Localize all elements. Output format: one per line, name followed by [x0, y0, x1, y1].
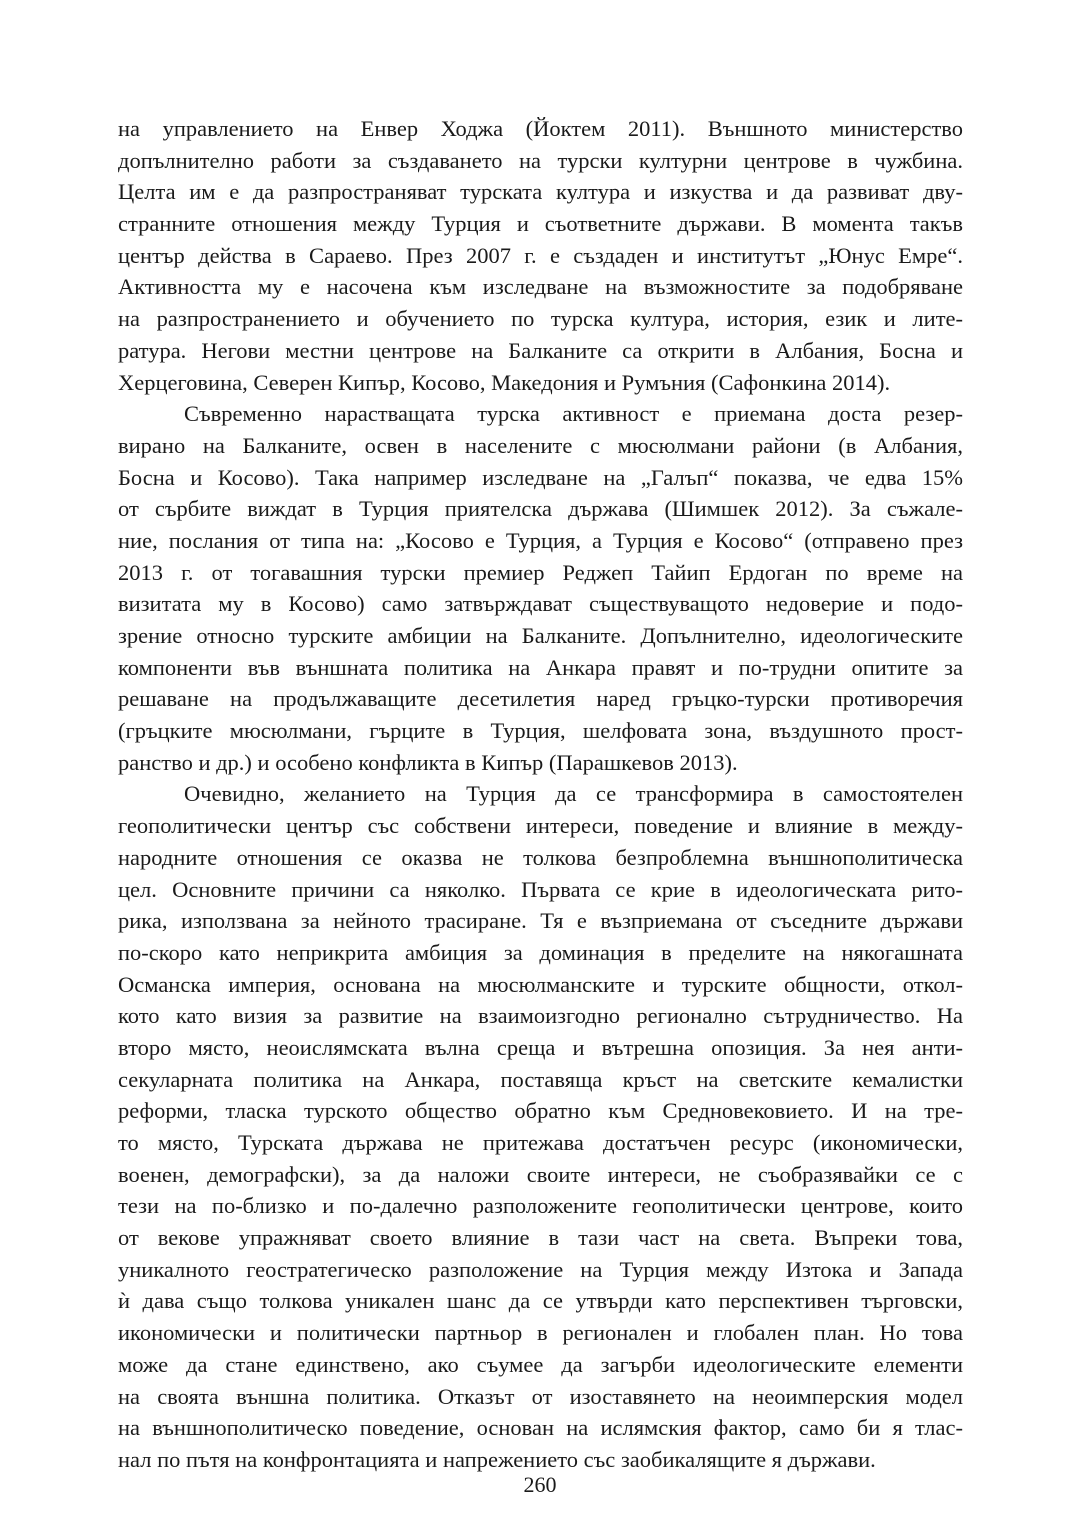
- text-line: център действа в Сараево. През 2007 г. е създаден и институтът „Юнус Емре“.: [118, 242, 963, 268]
- text-line: военен, демографски), за да наложи своите интереси, не съобразявайки се с: [118, 1161, 963, 1187]
- text-line: Съвременно нарастващата турска активност е приемана доста резер-: [184, 401, 963, 427]
- text-line: Босна и Косово). Така например изследване на „Галъп“ показва, че едва 15%: [118, 464, 963, 490]
- text-line: рика, използвана за нейното трасиране. Тя е възприемана от съседните държави: [118, 908, 963, 934]
- text-line: решаване на продължаващите десетилетия наред гръцко-турски противоречия: [118, 686, 963, 712]
- text-line: от векове упражняват своето влияние в тази част на света. Въпреки това,: [118, 1225, 963, 1251]
- text-line: 2013 г. от тогавашния турски премиер Реджеп Тайип Ердоган по време на: [118, 559, 963, 585]
- page-number: 260: [523, 1472, 557, 1497]
- text-line: от сърбите виждат в Турция приятелска държава (Шимшек 2012). За съжале-: [118, 496, 963, 522]
- paragraph: [118, 113, 963, 398]
- text-line: на разпространението и обучението по турска култура, история, език и лите-: [118, 306, 963, 332]
- text-line: нал по пътя на конфронтацията и напрежението със заобикалящите я държави.: [118, 1446, 876, 1472]
- document-body: [118, 113, 963, 1476]
- paragraph: [118, 398, 963, 778]
- text-line: на своята външна политика. Отказът от изоставянето на неоимперския модел: [118, 1383, 963, 1409]
- text-line: компоненти във външната политика на Анкара правят и по-трудни опитите за: [118, 654, 963, 680]
- text-line: геополитически център със собствени интереси, поведение и влияние в между-: [118, 813, 963, 839]
- text-line: ѝ дава също толкова уникален шанс да се утвърди като перспективен търговски,: [118, 1288, 963, 1314]
- text-line: ние, послания от типа на: „Косово е Турция, а Турция е Косово“ (отправено през: [118, 527, 963, 553]
- text-line: секуларната политика на Анкара, поставяща кръст на светските кемалистки: [118, 1066, 963, 1092]
- text-line: народните отношения се оказва не толкова безпроблемна външнополитическа: [118, 844, 963, 870]
- text-line: на външнополитическо поведение, основан на ислямския фактор, само би я тлас-: [118, 1415, 963, 1441]
- text-line: Османска империя, основана на мюсюлманските и турските общности, откол-: [118, 971, 963, 997]
- text-line: вирано на Балканите, освен в населените с мюсюлмани райони (в Албания,: [118, 432, 963, 458]
- text-line: тези на по-близко и по-далечно разположените геополитически центрове, които: [118, 1193, 963, 1219]
- text-line: по-скоро като неприкрита амбиция за доминация в пределите на някогашната: [118, 939, 963, 965]
- text-line: второ място, неоислямската вълна среща и вътрешна опозиция. За нея анти-: [118, 1034, 963, 1060]
- text-line: ранство и др.) и особено конфликта в Кипър (Парашкевов 2013).: [118, 749, 738, 775]
- text-line: Очевидно, желанието на Турция да се трансформира в самостоятелен: [184, 781, 963, 807]
- text-line: кото като визия за развитие на взаимоизгодно регионално сътрудничество. На: [118, 1003, 963, 1029]
- text-line: икономически и политически партньор в регионален и глобален план. Но това: [118, 1320, 963, 1346]
- text-line: Целта им е да разпространяват турската култура и изкуства и да развиват дву-: [118, 179, 963, 205]
- text-line: реформи, тласка турското общество обратно към Средновековието. И на тре-: [118, 1098, 963, 1124]
- text-line: (гръцките мюсюлмани, гърците в Турция, шелфовата зона, въздушното прост-: [118, 718, 963, 744]
- text-line: на управлението на Енвер Ходжа (Йоктем 2011). Външното министерство: [118, 116, 963, 141]
- text-line: то място, Турската държава не притежава достатъчен ресурс (икономически,: [118, 1130, 963, 1155]
- text-line: ратура. Негови местни центрове на Балканите са открити в Албания, Босна и: [118, 337, 963, 363]
- text-line: уникалното геостратегическо разположение на Турция между Изтока и Запада: [118, 1256, 963, 1282]
- text-line: допълнително работи за създаването на турски културни центрове в чужбина.: [118, 147, 963, 173]
- text-line: цел. Основните причини са няколко. Първата се крие в идеологическата рито-: [118, 876, 963, 902]
- text-line: Херцеговина, Северен Кипър, Косово, Македония и Румъния (Сафонкина 2014).: [118, 369, 891, 395]
- text-line: визитата му в Косово) само затвърждават съществуващото недоверие и подо-: [118, 591, 963, 617]
- text-line: Активността му е насочена към изследване на възможностите за подобряване: [118, 274, 963, 300]
- text-line: може да стане единствено, ако съумее да загърби идеологическите елементи: [118, 1351, 963, 1377]
- text-line: странните отношения между Турция и съответните държави. В момента такъв: [118, 211, 963, 237]
- paragraph: [118, 778, 963, 1475]
- text-line: зрение относно турските амбиции на Балканите. Допълнително, идеологическите: [118, 623, 963, 648]
